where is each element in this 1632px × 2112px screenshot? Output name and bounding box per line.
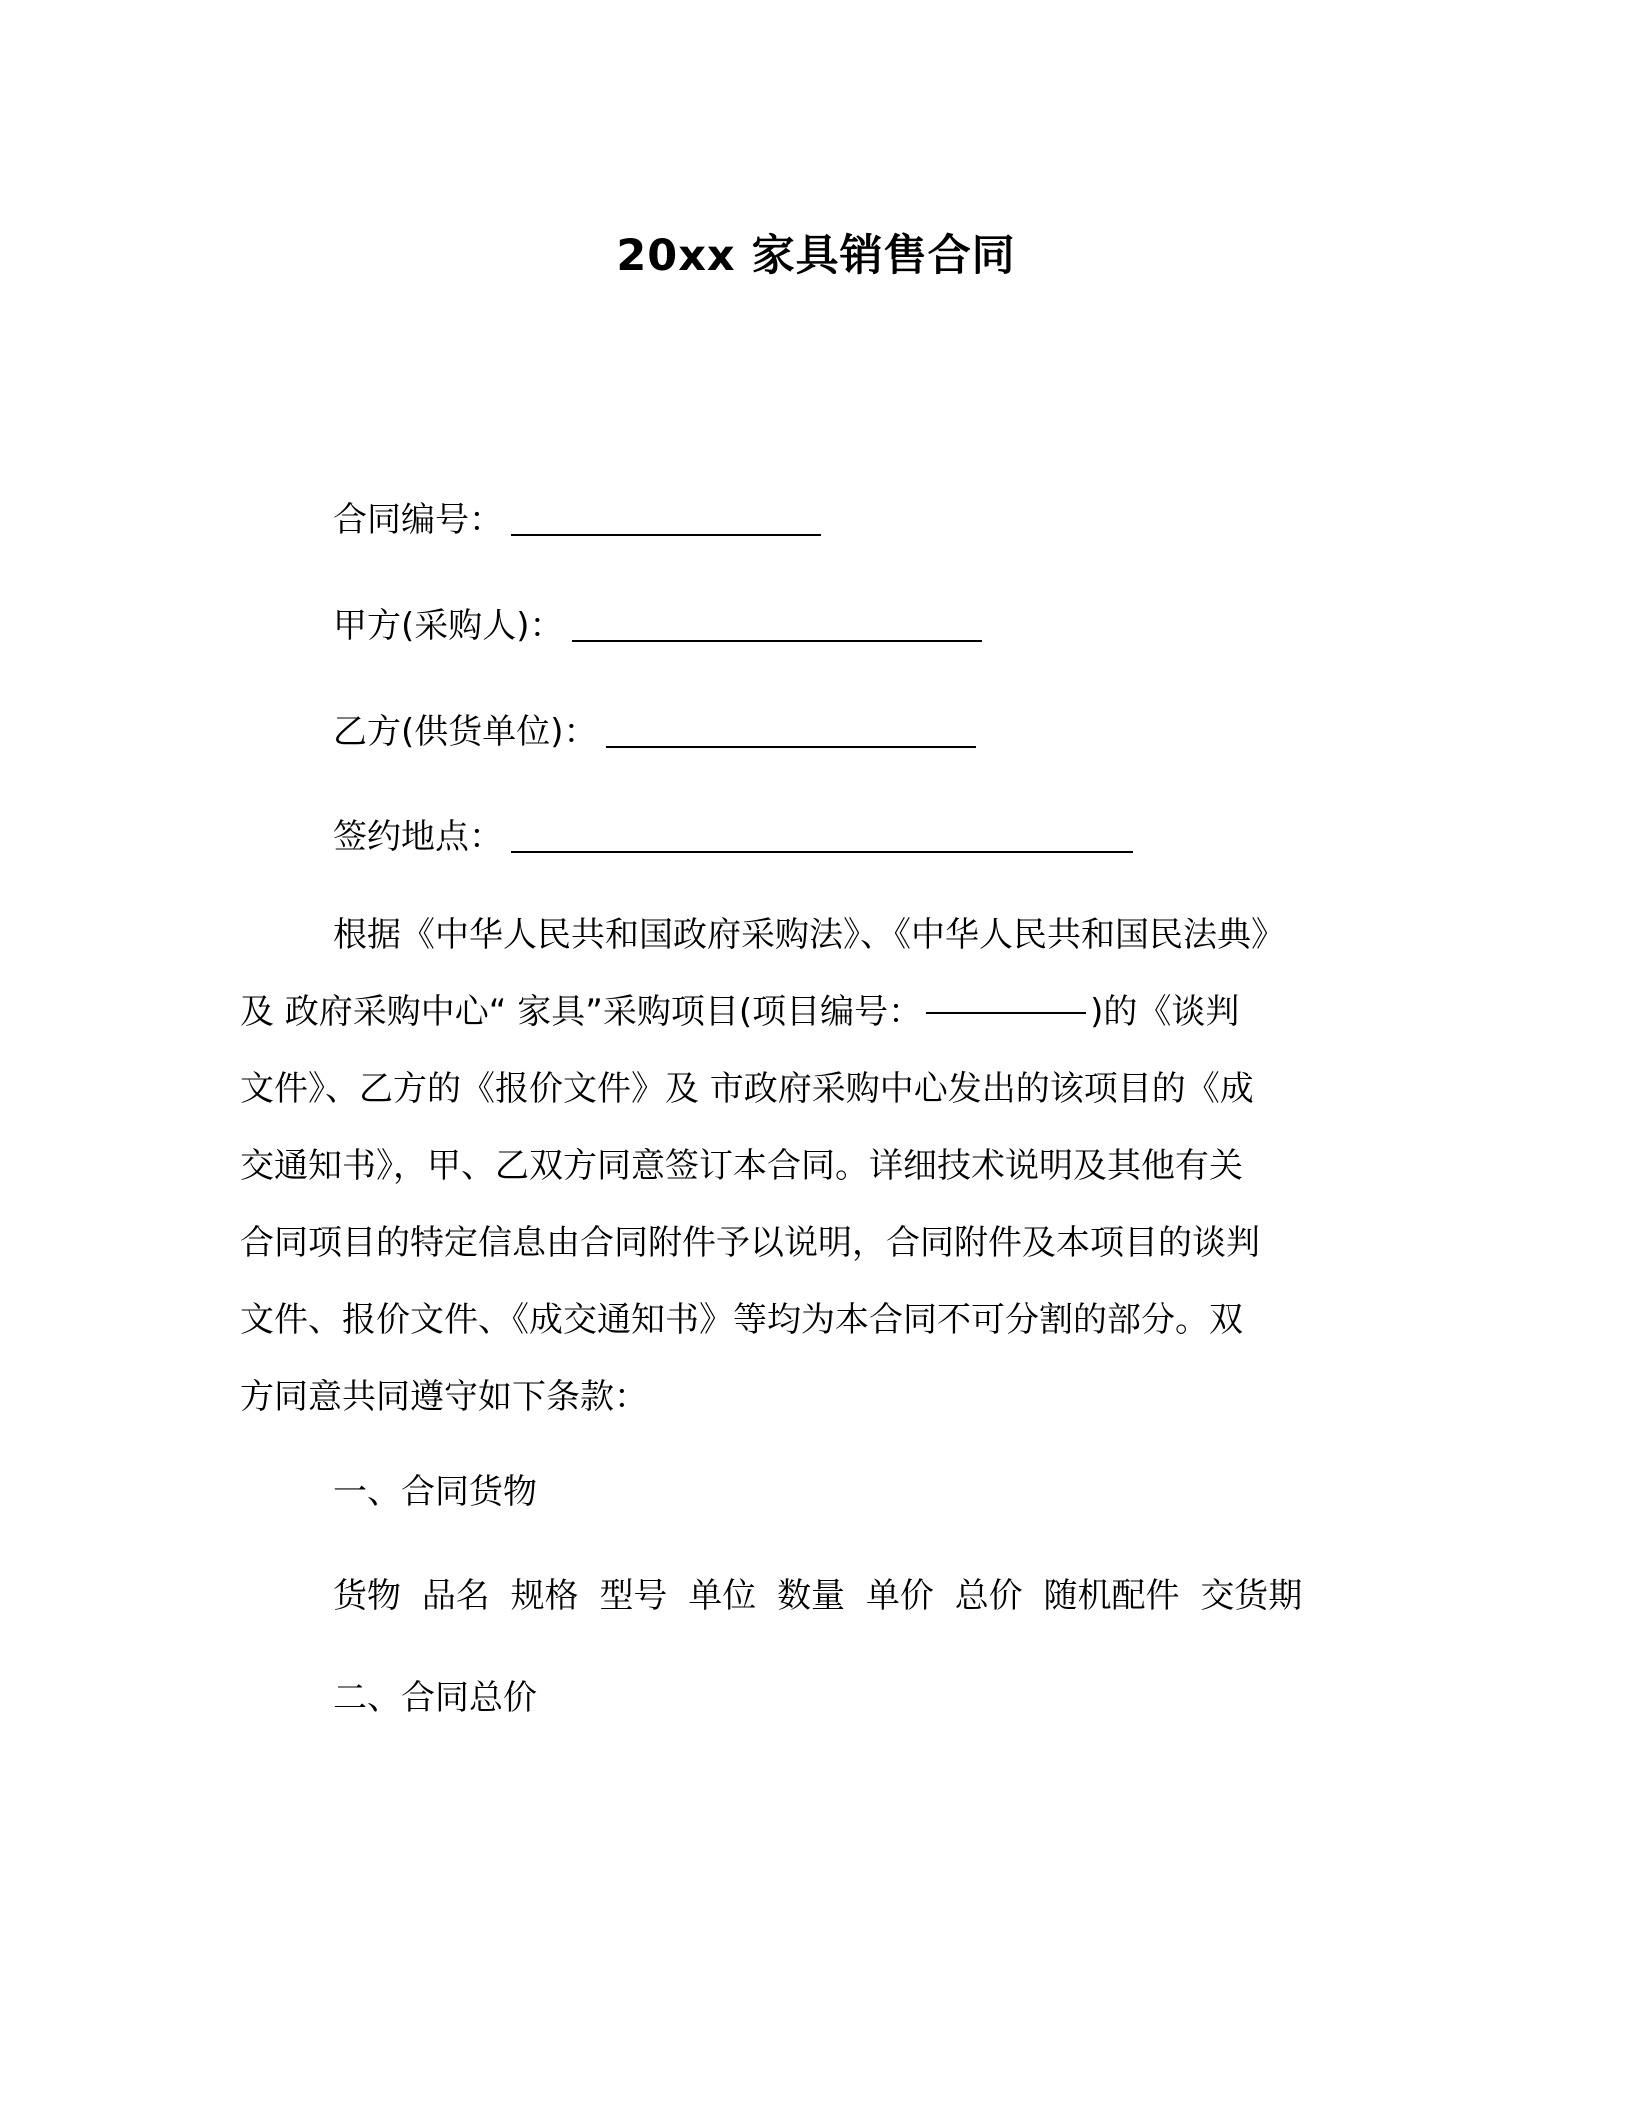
section-heading-total-price: 二、合同总价 (333, 1678, 537, 1718)
party-b-field (333, 708, 976, 756)
preamble-line: 根据《中华人民共和国政府采购法》、《中华人民共和国民法典》 (333, 915, 1285, 955)
contract-number-blank (511, 496, 821, 536)
contract-number-label: 合同编号： (333, 500, 503, 540)
goods-column: 随机配件 (1043, 1576, 1180, 1616)
contract-number-field (333, 496, 821, 544)
party-b-label: 乙方(供货单位)： (333, 712, 598, 752)
preamble-line: 方同意共同遵守如下条款： (240, 1377, 648, 1417)
preamble-line (240, 974, 1400, 1051)
goods-column: 型号 (599, 1576, 668, 1616)
document-title: 20xx 家具销售合同 (616, 231, 1016, 281)
signing-location-label: 签约地点： (333, 817, 503, 857)
goods-column: 规格 (510, 1576, 579, 1616)
party-a-field (333, 602, 982, 650)
signing-location-field (333, 813, 1133, 861)
preamble-line: 文件、报价文件、《成交通知书》等均为本合同不可分割的部分。双 (240, 1300, 1243, 1340)
goods-column: 品名 (421, 1576, 490, 1616)
preamble-text: 及 政府采购中心“ 家具”采购项目(项目编号： (240, 992, 923, 1032)
project-number-blank (926, 974, 1086, 1014)
preamble-paragraph (240, 897, 1400, 1436)
preamble-line: 合同项目的特定信息由合同附件予以说明，合同附件及本项目的谈判 (240, 1223, 1260, 1263)
goods-column: 总价 (954, 1576, 1023, 1616)
goods-column: 交货期 (1200, 1576, 1303, 1616)
party-b-blank (606, 708, 976, 748)
goods-column: 单位 (688, 1576, 757, 1616)
signing-location-blank (511, 813, 1133, 853)
preamble-line: 交通知书》，甲、乙双方同意签订本合同。详细技术说明及其他有关 (240, 1146, 1243, 1186)
preamble-line: 文件》、乙方的《报价文件》及 市政府采购中心发出的该项目的《成 (240, 1069, 1254, 1109)
goods-column: 货物 (333, 1576, 401, 1616)
goods-columns-row (333, 1572, 1312, 1620)
section-heading-goods: 一、合同货物 (333, 1472, 537, 1512)
preamble-text: )的《谈判 (1090, 992, 1240, 1032)
goods-column: 单价 (865, 1576, 934, 1616)
goods-column: 数量 (777, 1576, 846, 1616)
party-a-blank (572, 602, 982, 642)
party-a-label: 甲方(采购人)： (333, 606, 564, 646)
